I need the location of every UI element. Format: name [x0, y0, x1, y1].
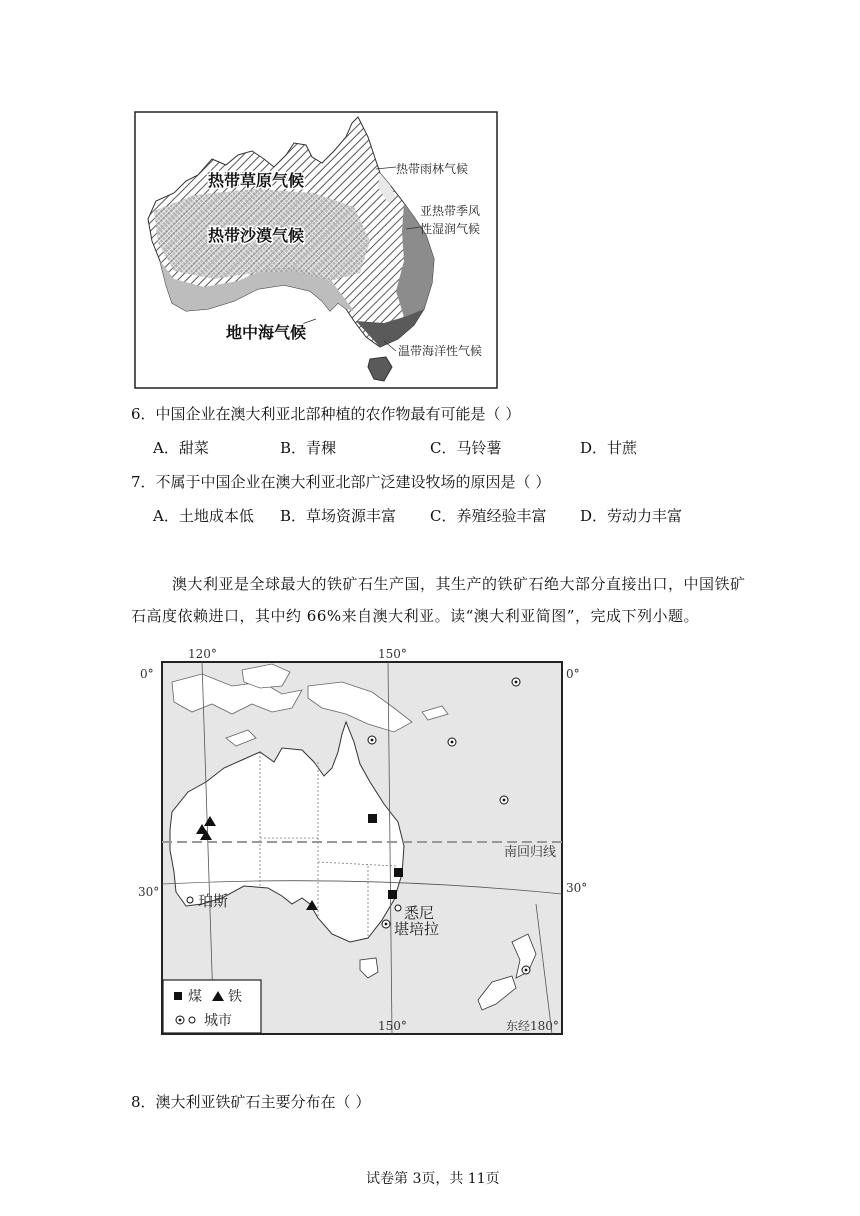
lat-30-right-label: 30°: [566, 881, 588, 895]
page-footer: 试卷第 3页，共 11页: [366, 1171, 500, 1187]
canberra-label: 堪培拉: [394, 920, 440, 938]
lon-120-label: 120°: [188, 647, 217, 661]
q7-stem: 7．不属于中国企业在澳大利亚北部广泛建设牧场的原因是（ ）: [131, 473, 551, 491]
label-subtropical-2: 性湿润气候: [420, 222, 481, 236]
east-180-label: 东经180°: [506, 1019, 559, 1033]
australia-sketch-map: [132, 642, 594, 1042]
passage-line-2: 石高度依赖进口，其中约 66%来自澳大利亚。读“澳大利亚简图”，完成下列小题。: [131, 607, 699, 625]
legend-coal-icon: [174, 992, 182, 1000]
perth-label: 珀斯: [198, 892, 229, 910]
label-desert: 热带沙漠气候: [208, 226, 305, 245]
coal-marker-1: [368, 814, 377, 823]
label-mediterranean: 地中海气候: [226, 323, 307, 342]
coal-marker-3: [388, 890, 397, 899]
legend-city-label: 城市: [204, 1013, 232, 1029]
city-perth: [187, 897, 193, 903]
q6-option-c[interactable]: C．马铃薯: [430, 439, 502, 457]
q6-option-d[interactable]: D．甘蔗: [580, 439, 638, 457]
q7-option-b[interactable]: B．草场资源丰富: [280, 507, 397, 525]
lon-150-bottom-label: 150°: [378, 1019, 407, 1033]
legend-coal-label: 煤: [188, 989, 202, 1005]
label-subtropical-1: 亚热带季风: [420, 204, 481, 218]
lat-0-right-label: 0°: [566, 667, 580, 681]
label-oceanic: 温带海洋性气候: [398, 344, 483, 358]
sydney-label: 悉尼: [404, 904, 435, 922]
q7-option-d[interactable]: D．劳动力丰富: [580, 507, 683, 525]
q7-option-a[interactable]: A．土地成本低: [153, 507, 254, 525]
q6-option-b[interactable]: B．青稞: [280, 439, 337, 457]
label-rainforest: 热带雨林气候: [396, 162, 469, 176]
tropic-label: 南回归线: [504, 845, 557, 860]
q7-option-c[interactable]: C．养殖经验丰富: [430, 507, 547, 525]
lat-0-left-label: 0°: [140, 667, 154, 681]
climate-map: [134, 111, 498, 389]
label-savanna: 热带草原气候: [208, 171, 305, 190]
legend-city-icon-2: [189, 1017, 195, 1023]
legend-iron-label: 铁: [228, 989, 242, 1005]
q6-option-a[interactable]: A．甜菜: [153, 439, 209, 457]
lon-150-top-label: 150°: [378, 647, 407, 661]
city-sydney: [395, 905, 401, 911]
lat-30-left-label: 30°: [138, 885, 160, 899]
passage-line-1: 澳大利亚是全球最大的铁矿石生产国，其生产的铁矿石绝大部分直接出口，中国铁矿: [172, 575, 746, 593]
coal-marker-2: [394, 868, 403, 877]
q6-stem: 6．中国企业在澳大利亚北部种植的农作物最有可能是（ ）: [131, 405, 521, 423]
q8-stem: 8．澳大利亚铁矿石主要分布在（ ）: [131, 1093, 371, 1111]
